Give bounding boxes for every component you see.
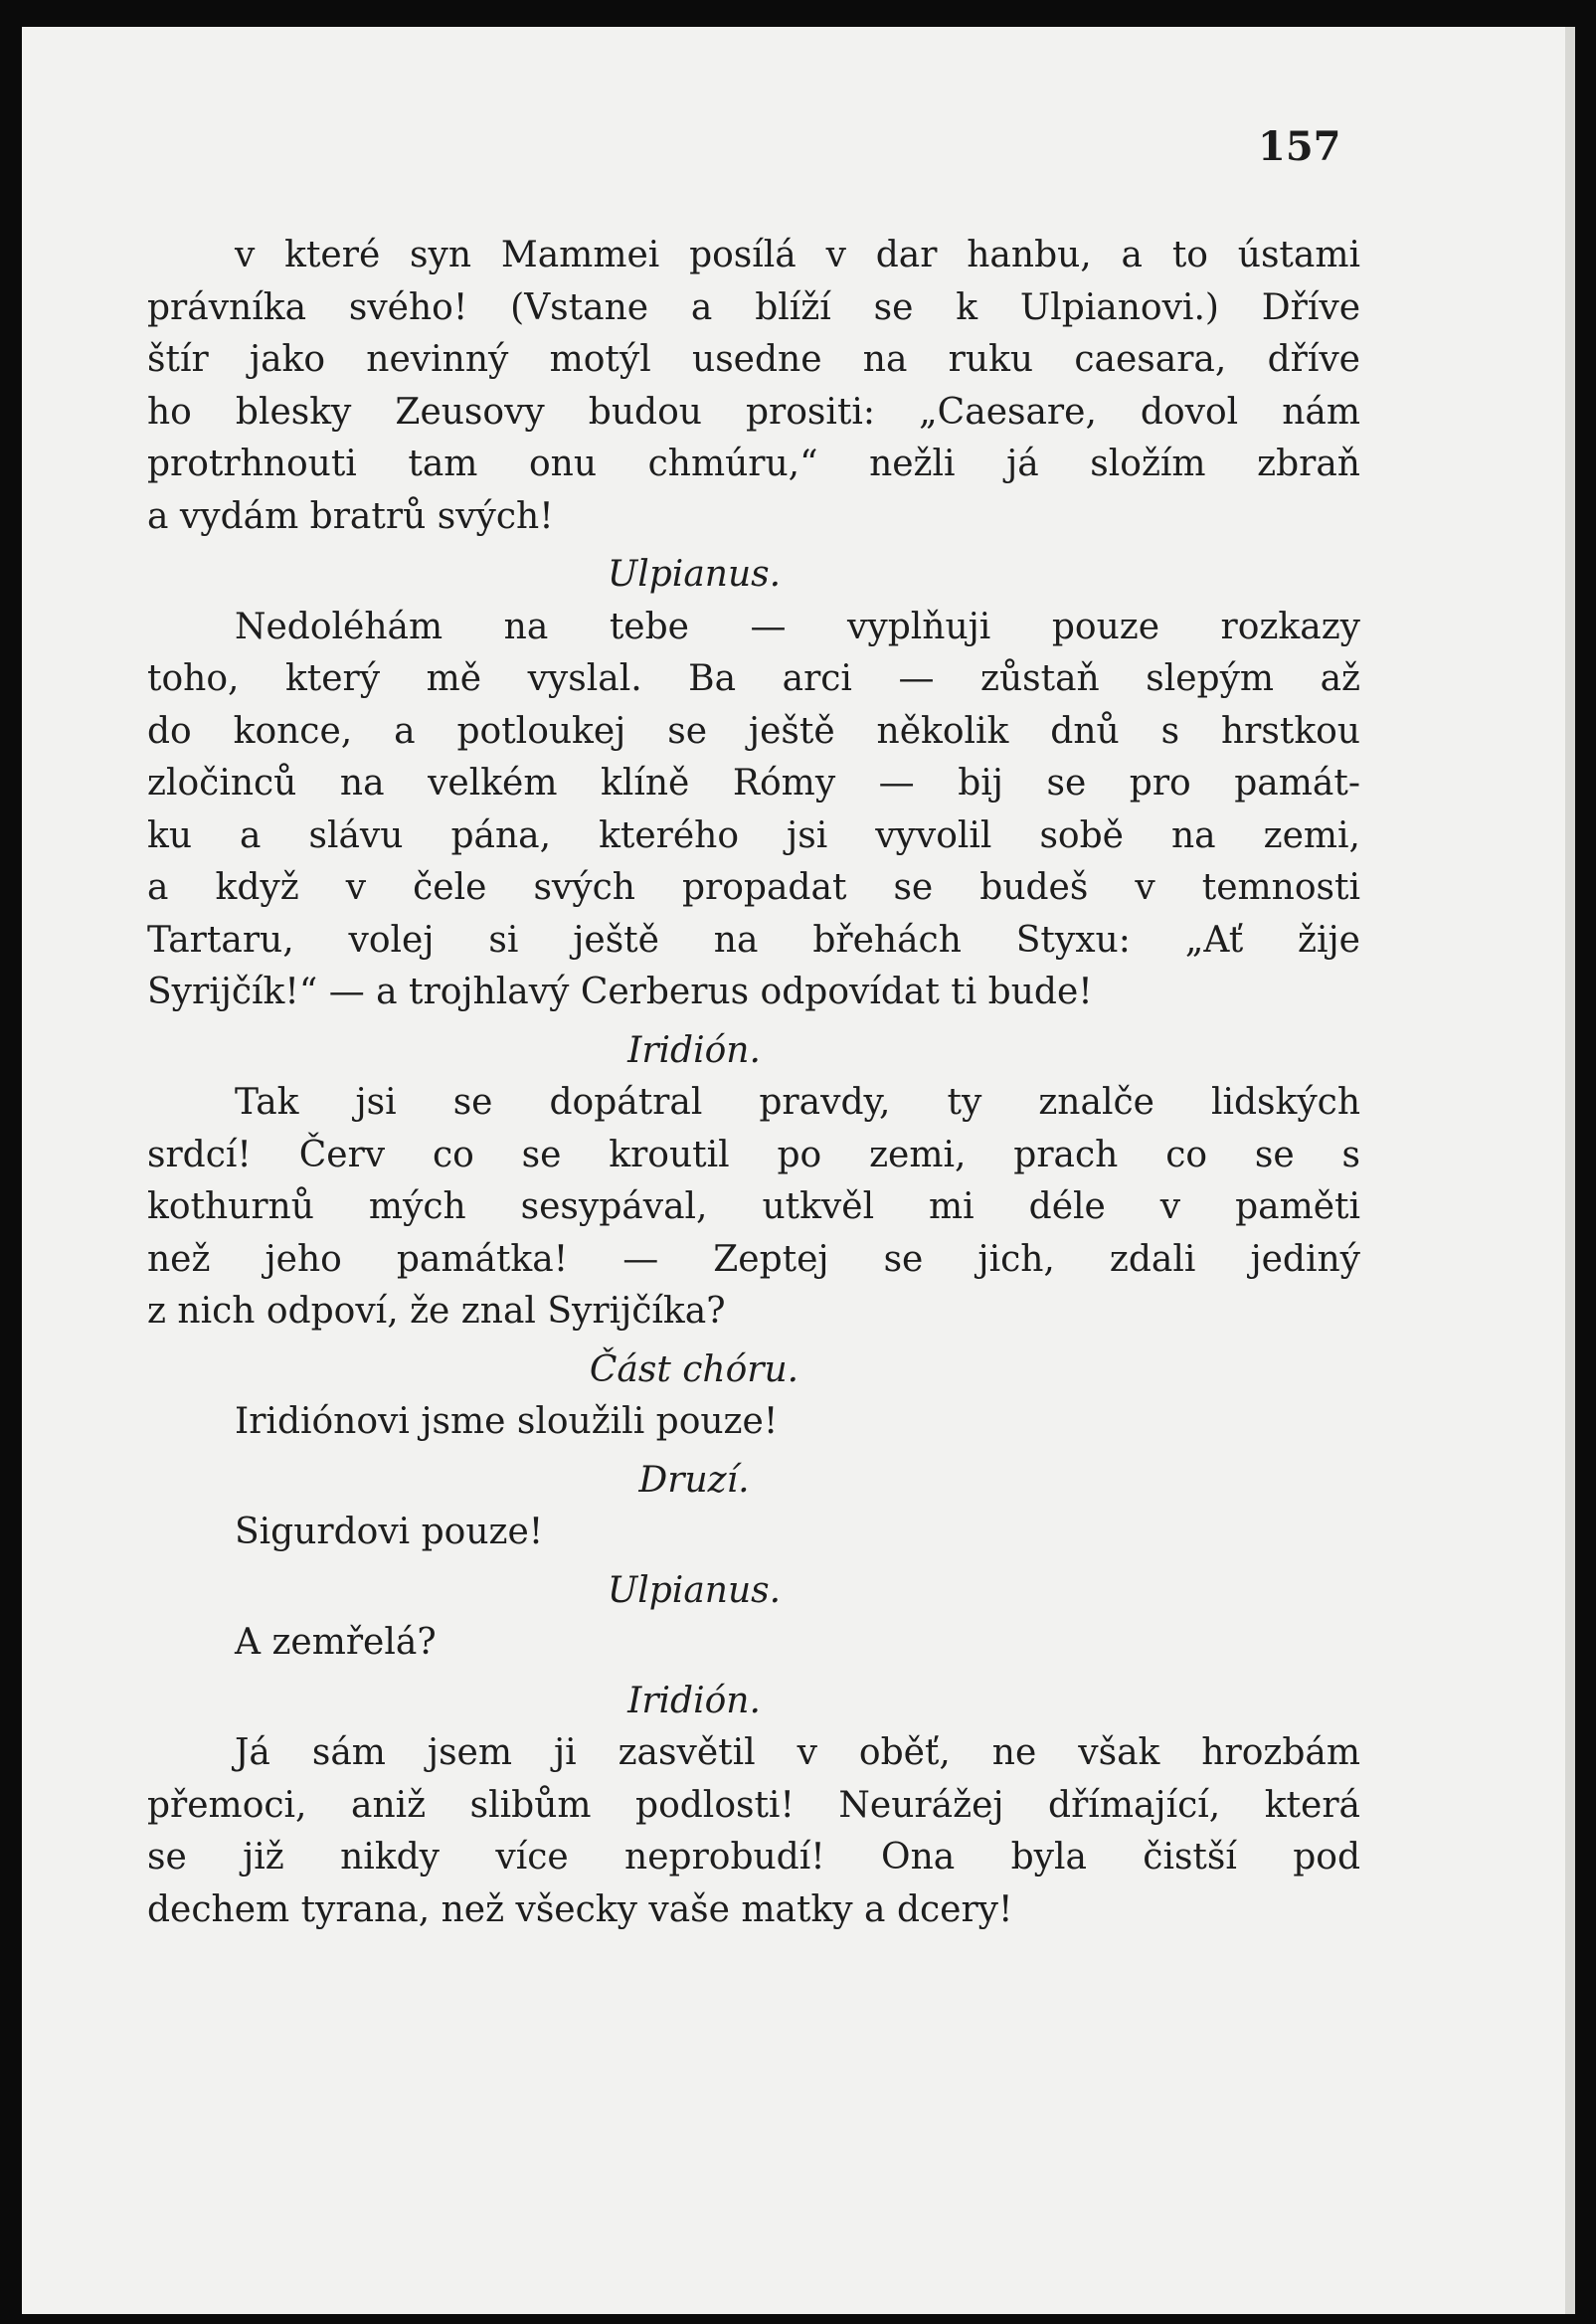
text-line: zločinců na velkém klíně Rómy — bij se pro památ-	[147, 763, 1360, 804]
text-line: do konce, a potloukej se ještě několik dnů s hrstkou	[147, 710, 1360, 752]
text-line: právníka svého! (Vstane a blíží se k Ulpianovi.) Dříve	[147, 286, 1360, 328]
page-text	[147, 230, 1360, 1936]
text-line: Tartaru, volej si ještě na břehách Styxu: „Ať žije	[147, 919, 1360, 961]
text-line: štír jako nevinný motýl usedne na ruku caesara, dříve	[147, 339, 1360, 380]
text-line: srdcí! Červ co se kroutil po zemi, prach co se s	[147, 1134, 1360, 1175]
text-line: ho blesky Zeusovy budou prositi: „Caesare, dovol nám	[147, 391, 1360, 433]
speaker-name: Druzí.	[638, 1459, 750, 1501]
text-line: protrhnouti tam onu chmúru,“ nežli já složím zbraň	[147, 444, 1360, 484]
speaker-name: Iridión.	[627, 1680, 761, 1721]
page-number: 157	[1258, 123, 1341, 170]
text-line: dechem tyrana, než všecky vaše matky a dcery!	[147, 1888, 1013, 1930]
speaker-name: Ulpianus.	[607, 554, 782, 595]
text-line: Tak jsi se dopátral pravdy, ty znalče lidských	[235, 1082, 1360, 1123]
text-line: a když v čele svých propadat se budeš v temnosti	[147, 867, 1360, 908]
text-line: přemoci, aniž slibům podlosti! Neurážej dřímající, která	[147, 1784, 1360, 1826]
speaker-name: Iridión.	[627, 1029, 761, 1071]
text-line: v které syn Mammei posílá v dar hanbu, a to ústami	[235, 235, 1360, 275]
text-line: a vydám bratrů svých!	[147, 495, 554, 537]
text-line: z nich odpoví, že znal Syrijčíka?	[147, 1291, 726, 1332]
text-line: A zemřelá?	[235, 1622, 437, 1663]
text-line: Syrijčík!“ — a trojhlavý Cerberus odpovídat ti bude!	[147, 972, 1093, 1012]
page-edge	[1565, 27, 1575, 2314]
text-line: Iridiónovi jsme sloužili pouze!	[235, 1401, 779, 1442]
text-line: toho, který mě vyslal. Ba arci — zůstaň slepým až	[147, 658, 1360, 699]
speaker-name: Část chóru.	[589, 1348, 799, 1390]
text-line: ku a slávu pána, kterého jsi vyvolil sobě na zemi,	[147, 814, 1360, 856]
text-line: Sigurdovi pouze!	[235, 1512, 544, 1552]
text-line: kothurnů mých sesypával, utkvěl mi déle v paměti	[147, 1186, 1360, 1227]
text-line: Nedoléhám na tebe — vyplňuji pouze rozkazy	[235, 606, 1360, 647]
speaker-name: Ulpianus.	[607, 1569, 782, 1611]
text-line: než jeho památka! — Zeptej se jich, zdali jediný	[147, 1238, 1360, 1280]
text-line: Já sám jsem ji zasvětil v oběť, ne však hrozbám	[235, 1732, 1360, 1773]
text-line: se již nikdy více neprobudí! Ona byla čistší pod	[147, 1837, 1360, 1877]
